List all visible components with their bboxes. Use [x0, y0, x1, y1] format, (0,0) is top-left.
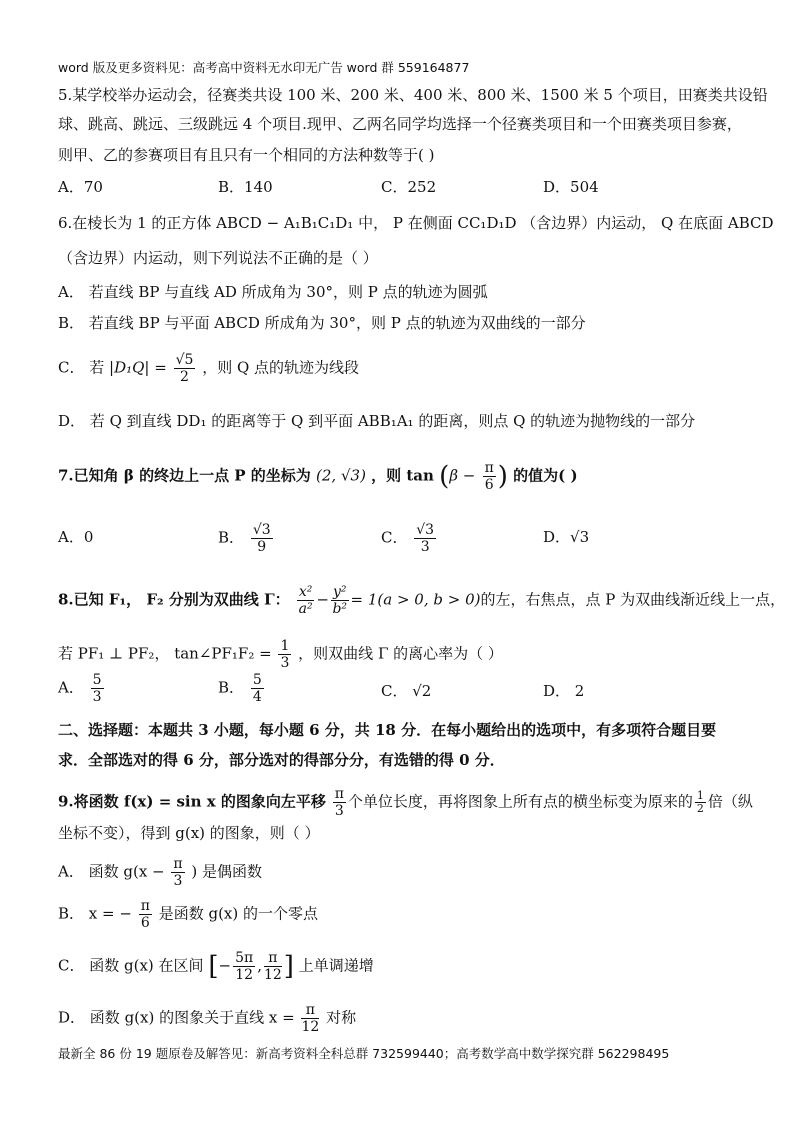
q6-option-b: B． 若直线 BP 与平面 ABCD 所成角为 30°，则 P 点的轨迹为双曲线的一部分 — [58, 314, 586, 332]
q7-six: 6 — [484, 477, 494, 493]
q9-option-b-six: 6 — [140, 915, 150, 931]
q9-stem-prefix: 9.将函数 f(x) = sin x 的图象向左平移 — [58, 792, 326, 811]
q9-option-c-n1: 5π — [235, 950, 254, 966]
page-header: word 版及更多资料见：高考高中资料无水印无广告 word 群 559164877 — [58, 60, 470, 75]
section2-heading-line2: 求．全部选对的得 6 分，部分选对的得部分分，有选错的得 0 分． — [58, 751, 505, 769]
q8-stem-line2 — [58, 638, 764, 671]
q9-option-c-suffix: 上单调递增 — [298, 956, 374, 975]
q8-x-fraction — [297, 584, 315, 617]
q8-option-b-fraction — [251, 672, 264, 705]
q7-option-c-fraction — [414, 522, 436, 555]
q7-option-c-label: C． — [381, 528, 408, 547]
q9-option-a — [58, 856, 764, 889]
q9-half-den: 2 — [696, 802, 704, 815]
q9-option-a-pi: π — [173, 856, 183, 872]
q8-y-fraction — [331, 584, 349, 617]
q5-stem-line3: 则甲、乙的参赛项目有且只有一个相同的方法种数等于( ) — [58, 146, 435, 164]
q9-option-d-twelve: 12 — [301, 1019, 320, 1035]
q9-stem-mid: 个单位长度，再将图象上所有点的横坐标变为原来的 — [347, 792, 693, 811]
q9-stem-line1 — [58, 786, 764, 819]
q8-minus: − — [316, 590, 329, 609]
q7-paren-expr: β − — [449, 466, 476, 485]
q9-option-c-d2: 12 — [263, 967, 282, 983]
q9-half — [695, 790, 706, 815]
q9-option-c-fraction2 — [264, 950, 282, 983]
q6-stem-line2: （含边界）内运动，则下列说法不正确的是（ ） — [58, 249, 378, 267]
q7-option-c-denominator: 3 — [420, 539, 430, 555]
q9-option-c-d1: 12 — [235, 967, 254, 983]
q9-option-a-three: 3 — [173, 873, 183, 889]
q8-stem-suffix: 的左，右焦点，点 P 为双曲线渐近线上一点， — [480, 590, 786, 609]
q9-pi: π — [334, 786, 344, 802]
q9-option-b-fraction — [139, 898, 152, 931]
q7-options — [58, 522, 758, 555]
q8-stem-prefix: 8.已知 F₁， F₂ 分别为双曲线 Γ： — [58, 590, 290, 609]
q9-interval-left-bracket: [ — [208, 951, 219, 982]
q8-option-a-denominator: 3 — [92, 689, 102, 705]
q9-option-d-prefix: D． 函数 g(x) 的图象关于直线 x = — [58, 1008, 295, 1027]
q8-option-b-numerator: 5 — [252, 672, 262, 688]
q7-stem-prefix: 7.已知角 β 的终边上一点 P 的坐标为 — [58, 466, 311, 485]
q9-option-d-pi: π — [301, 1002, 319, 1019]
q6-option-c-denominator: 2 — [180, 369, 189, 385]
q9-option-a-fraction — [171, 856, 184, 889]
q8-equation-rhs: = 1(a > 0, b > 0) — [350, 590, 481, 609]
q6-option-a: A． 若直线 BP 与直线 AD 所成角为 30°，则 P 点的轨迹为圆弧 — [58, 283, 488, 301]
q6-stem-line1: 6.在棱长为 1 的正方体 ABCD − A₁B₁C₁D₁ 中， P 在侧面 CC₁D₁D （含边界）内运动， Q 在底面 ABCD — [58, 214, 774, 232]
q5-stem-line1: 5.某学校举办运动会，径赛类共设 100 米、200 米、400 米、800 米、1500 米 5 个项目，田赛类共设铅 — [58, 86, 768, 104]
q7-option-b-denominator: 9 — [257, 539, 267, 555]
q8-one-third — [278, 638, 291, 671]
q7-pi-over-six — [483, 460, 496, 493]
q5-option-b: B．140 — [218, 178, 273, 196]
q7-option-d: D．√3 — [543, 528, 590, 546]
q8-line2-suffix: ，则双曲线 Γ 的离心率为（ ） — [298, 644, 503, 663]
q6-option-c-abs: |D₁Q| = — [109, 358, 167, 377]
page-footer: 最新全 86 份 19 题原卷及解答见：新高考资料全科总群 732599440；高考数学高中数学探究群 562298495 — [58, 1046, 670, 1061]
q7-option-c — [381, 522, 438, 555]
q8-x2: x² — [298, 584, 313, 600]
q7-option-b-label: B． — [218, 528, 245, 547]
q5-option-c: C．252 — [381, 178, 437, 196]
q9-option-d — [58, 1002, 764, 1035]
q7-point: (2, √3) — [316, 466, 366, 485]
q9-option-c: C． 函数 g(x) 在区间 [− $\frac{5\pi}{12}$ , $\frac{\pi}{12}$ ] 上单调递增 — [58, 950, 374, 983]
section2-heading-line1: 二、选择题：本题共 3 小题，每小题 6 分，共 18 分．在每小题给出的选项中，有多项符合题目要 — [58, 721, 717, 739]
q8-options — [58, 672, 758, 708]
q7-option-c-numerator: √3 — [416, 522, 435, 538]
q9-option-c-n2: π — [264, 950, 282, 967]
q8-option-c: C． √2 — [381, 682, 432, 700]
q6-option-d: D． 若 Q 到直线 DD₁ 的距离等于 Q 到平面 ABB₁A₁ 的距离，则点 Q 的轨迹为抛物线的一部分 — [58, 412, 696, 430]
q7-right-paren: ) — [497, 461, 508, 492]
q8-a2: a² — [298, 601, 313, 617]
q7-stem-mid: ，则 tan — [371, 466, 434, 485]
q7-option-b — [218, 522, 275, 555]
q9-option-b — [58, 898, 764, 931]
q8-option-a-label: A． — [58, 678, 84, 697]
q8-stem-line1 — [58, 584, 786, 617]
q8-line2-prefix: 若 PF₁ ⊥ PF₂， tan∠PF₁F₂ = — [58, 644, 272, 663]
q7-option-b-fraction — [251, 522, 273, 555]
q5-option-d: D．504 — [543, 178, 599, 196]
q6-option-c — [58, 352, 764, 385]
q7-option-b-numerator: √3 — [252, 522, 271, 538]
q9-option-d-fraction — [301, 1002, 319, 1035]
q9-three: 3 — [334, 803, 344, 819]
q9-option-a-suffix: ) 是偶函数 — [191, 862, 263, 881]
q6-option-c-fraction — [174, 352, 196, 385]
q8-three: 3 — [280, 655, 290, 671]
q9-interval-right-bracket: ] — [283, 951, 294, 982]
q9-half-num: 1 — [696, 789, 704, 802]
q9-pi-over-three — [333, 786, 346, 819]
q7-pi: π — [484, 460, 494, 476]
q8-option-a — [58, 672, 106, 705]
q5-option-a: A．70 — [58, 178, 103, 196]
q6-option-c-suffix: ，则 Q 点的轨迹为线段 — [202, 358, 360, 377]
q6-option-c-numerator: √5 — [175, 352, 194, 368]
q7-left-paren: ( — [439, 461, 450, 492]
q7-stem — [58, 460, 764, 493]
q9-option-a-prefix: A． 函数 g(x − — [58, 862, 165, 881]
q9-option-b-pi: π — [140, 898, 150, 914]
q5-stem-line2: 球、跳高、跳远、三级跳远 4 个项目.现甲、乙两名同学均选择一个径赛类项目和一个田赛类项目参赛， — [58, 115, 742, 133]
q9-option-c-fraction1 — [233, 950, 255, 983]
q6-option-c-prefix: C． 若 — [58, 358, 105, 377]
q9-option-b-prefix: B． x = − — [58, 904, 132, 923]
q8-option-b — [218, 672, 266, 705]
q7-option-a: A．0 — [58, 528, 94, 546]
q8-option-a-fraction — [91, 672, 104, 705]
q8-one: 1 — [280, 638, 290, 654]
q9-option-b-suffix: 是函数 g(x) 的一个零点 — [158, 904, 319, 923]
q8-b2: b² — [332, 601, 348, 617]
q7-stem-suffix: 的值为( ) — [513, 466, 578, 485]
q8-y2: y² — [332, 584, 347, 600]
q8-option-d: D． 2 — [543, 682, 585, 700]
q9-stem-suffix: 倍（纵 — [707, 792, 753, 811]
q9-option-d-suffix: 对称 — [326, 1008, 357, 1027]
q9-option-c-prefix: C． 函数 g(x) 在区间 — [58, 956, 204, 975]
q9-stem-line2: 坐标不变），得到 g(x) 的图象，则（ ） — [58, 824, 320, 842]
q8-option-a-numerator: 5 — [92, 672, 102, 688]
q8-option-b-label: B． — [218, 678, 245, 697]
q8-option-b-denominator: 4 — [252, 689, 262, 705]
